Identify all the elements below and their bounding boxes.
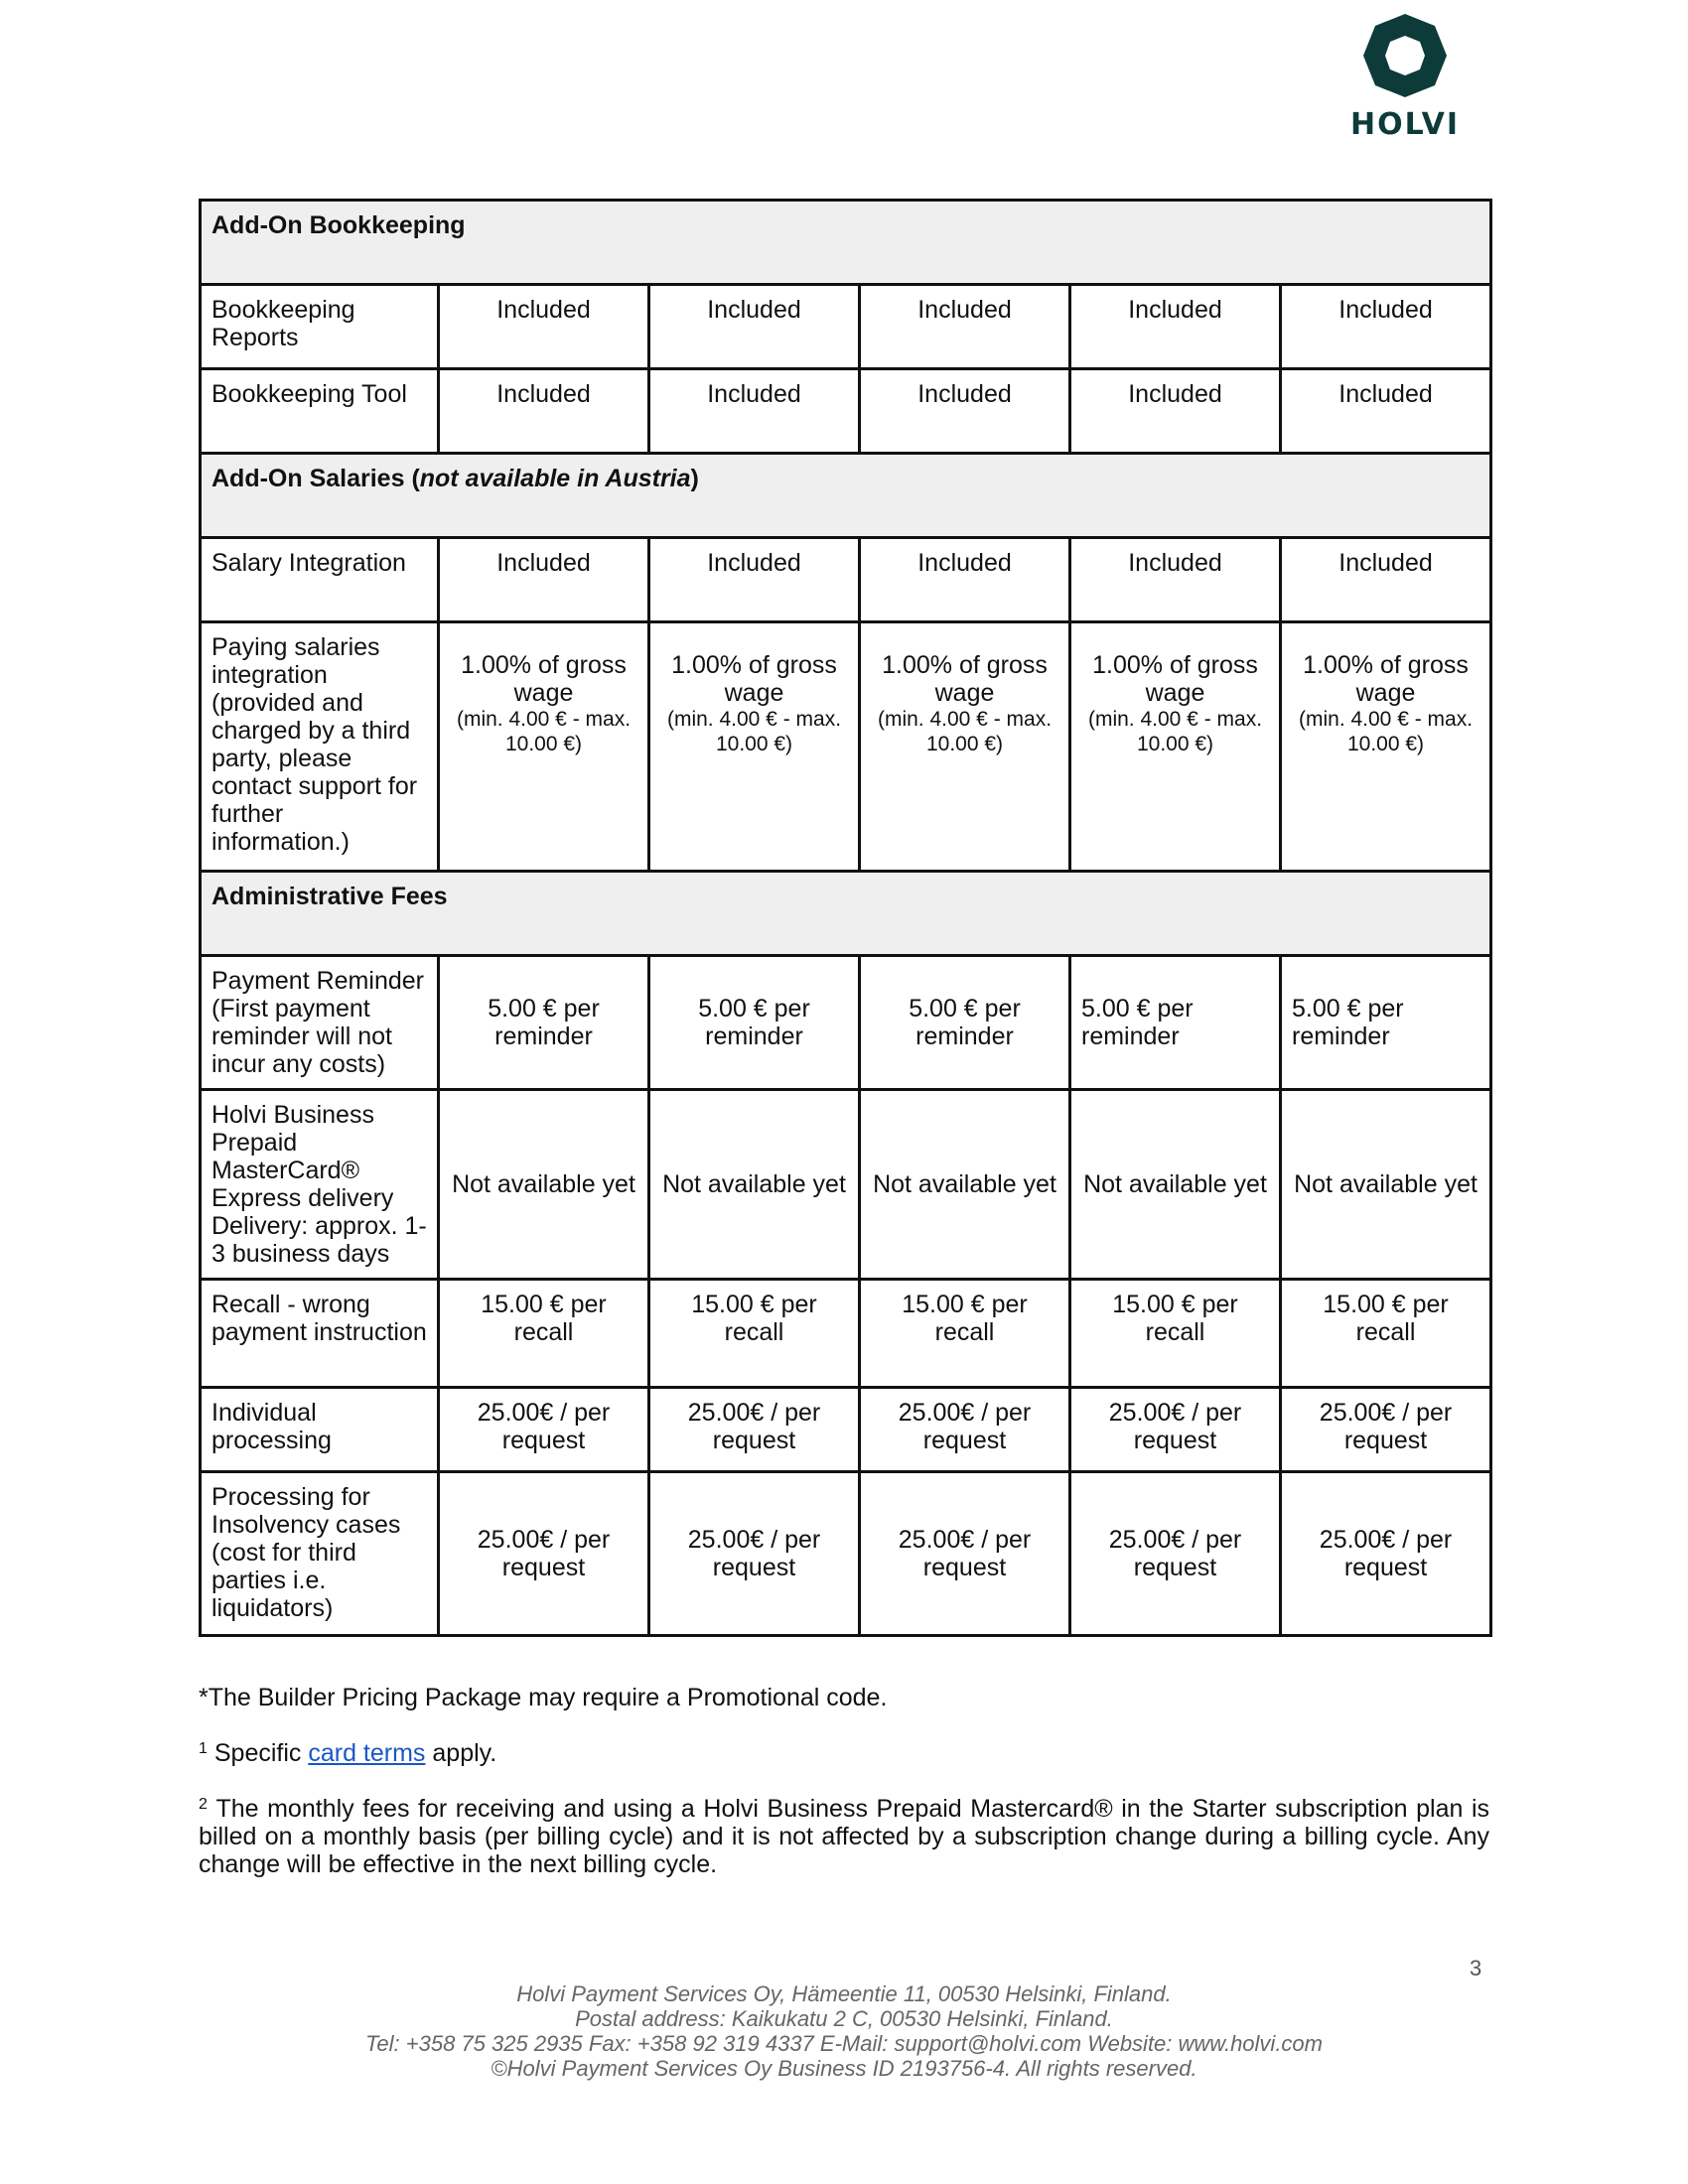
- table-cell: Included: [649, 369, 860, 454]
- table-cell: [439, 622, 649, 872]
- table-row: [201, 369, 1491, 454]
- cell-main: 1.00% of gross wage: [461, 651, 627, 707]
- footnote-2: [199, 1795, 1489, 1878]
- table-cell: Included: [1070, 285, 1281, 369]
- holvi-logo-icon: [1359, 10, 1451, 101]
- table-cell: 25.00€ / per request: [649, 1472, 860, 1636]
- cell-sub: (min. 4.00 € - max. 10.00 €): [456, 708, 632, 755]
- table-cell: 5.00 € per reminder: [439, 956, 649, 1090]
- holvi-logo: [1340, 10, 1470, 159]
- table-cell: Included: [1070, 538, 1281, 622]
- section-header-admin-fees: [201, 872, 1491, 956]
- table-cell: [1070, 622, 1281, 872]
- row-label: Bookkeeping Reports: [201, 285, 439, 369]
- row-label: Salary Integration: [201, 538, 439, 622]
- table-row: [201, 1472, 1491, 1636]
- table-cell: 25.00€ / per request: [649, 1388, 860, 1472]
- table-cell: Not available yet: [439, 1090, 649, 1280]
- table-row: [201, 1090, 1491, 1280]
- table-cell: Included: [1070, 369, 1281, 454]
- table-cell: 25.00€ / per request: [1281, 1472, 1491, 1636]
- table-cell: 25.00€ / per request: [860, 1472, 1070, 1636]
- cell-main: 1.00% of gross wage: [1303, 651, 1469, 707]
- table-cell: Included: [860, 369, 1070, 454]
- table-cell: 25.00€ / per request: [1281, 1388, 1491, 1472]
- table-cell: 5.00 € per reminder: [860, 956, 1070, 1090]
- row-label: Bookkeeping Tool: [201, 369, 439, 454]
- table-cell: 15.00 € per recall: [1281, 1280, 1491, 1388]
- table-cell: 25.00€ / per request: [439, 1472, 649, 1636]
- footer-contact: Tel: +358 75 325 2935 Fax: +358 92 319 4337 E-Mail: support@holvi.com Website: www.holvi.com: [365, 2031, 1323, 2056]
- cell-sub: (min. 4.00 € - max. 10.00 €): [877, 708, 1053, 755]
- cell-main: 1.00% of gross wage: [882, 651, 1048, 707]
- table-cell: Included: [439, 285, 649, 369]
- page-number: 3: [1470, 1956, 1482, 1980]
- builder-note: *The Builder Pricing Package may require a Promotional code.: [199, 1684, 888, 1711]
- table-cell: Not available yet: [1070, 1090, 1281, 1280]
- table-cell: Not available yet: [860, 1090, 1070, 1280]
- section-title-end: ): [690, 465, 699, 492]
- cell-main: 1.00% of gross wage: [1092, 651, 1258, 707]
- table-row: [201, 622, 1491, 872]
- table-cell: Included: [1281, 369, 1491, 454]
- table-cell: 25.00€ / per request: [1070, 1472, 1281, 1636]
- section-title: Administrative Fees: [201, 872, 1491, 956]
- table-cell: 25.00€ / per request: [1070, 1388, 1281, 1472]
- card-terms-link[interactable]: card terms: [308, 1739, 426, 1767]
- footer-postal: Postal address: Kaikukatu 2 C, 00530 Helsinki, Finland.: [575, 2006, 1113, 2031]
- footnote-1-marker: 1: [199, 1740, 208, 1757]
- section-title: Add-On Bookkeeping: [201, 201, 1491, 285]
- table-cell: Not available yet: [1281, 1090, 1491, 1280]
- cell-sub: (min. 4.00 € - max. 10.00 €): [1087, 708, 1263, 755]
- table-cell: Included: [439, 369, 649, 454]
- section-title: [201, 454, 1491, 538]
- holvi-logo-text: HOLVI: [1350, 107, 1460, 142]
- table-cell: 5.00 € per reminder: [1281, 956, 1491, 1090]
- row-label: Processing for Insolvency cases (cost for third parties i.e. liquidators): [201, 1472, 439, 1636]
- section-header-salaries: [201, 454, 1491, 538]
- table-cell: Included: [649, 285, 860, 369]
- footnote-2-text: The monthly fees for receiving and using a Holvi Business Prepaid Mastercard® in the Starter subscription plan is billed on a monthly basis (per billing cycle) and it is not affected by a subscription change during a billing cycle. Any change will be effective in the next billing cycle.: [199, 1795, 1489, 1878]
- table-cell: 15.00 € per recall: [1070, 1280, 1281, 1388]
- table-cell: 25.00€ / per request: [439, 1388, 649, 1472]
- section-header-bookkeeping: [201, 201, 1491, 285]
- row-label: Holvi Business Prepaid MasterCard® Express delivery Delivery: approx. 1-3 business days: [201, 1090, 439, 1280]
- cell-sub: (min. 4.00 € - max. 10.00 €): [666, 708, 842, 755]
- row-label: Payment Reminder (First payment reminder will not incur any costs): [201, 956, 439, 1090]
- row-label: Paying salaries integration (provided and charged by a third party, please contact support for further information.): [201, 622, 439, 872]
- footnote-2-marker: 2: [199, 1796, 208, 1813]
- table-cell: Included: [860, 538, 1070, 622]
- footnotes: [199, 1684, 1489, 1906]
- table-row: [201, 1388, 1491, 1472]
- table-cell: Not available yet: [649, 1090, 860, 1280]
- row-label: Individual processing: [201, 1388, 439, 1472]
- table-cell: 15.00 € per recall: [439, 1280, 649, 1388]
- table-row: [201, 1280, 1491, 1388]
- table-cell: Included: [439, 538, 649, 622]
- cell-sub: (min. 4.00 € - max. 10.00 €): [1298, 708, 1474, 755]
- page-footer: [199, 1981, 1489, 2081]
- fees-table: [199, 199, 1492, 1637]
- table-row: [201, 956, 1491, 1090]
- section-title-note: not available in Austria: [419, 465, 691, 492]
- table-cell: 15.00 € per recall: [860, 1280, 1070, 1388]
- footer-address: Holvi Payment Services Oy, Hämeentie 11, 00530 Helsinki, Finland.: [516, 1981, 1172, 2006]
- footnote-1-prefix: Specific: [213, 1739, 309, 1767]
- table-cell: 5.00 € per reminder: [649, 956, 860, 1090]
- table-cell: 15.00 € per recall: [649, 1280, 860, 1388]
- table-cell: 5.00 € per reminder: [1070, 956, 1281, 1090]
- table-cell: Included: [1281, 285, 1491, 369]
- section-title-main: Add-On Salaries (: [211, 465, 420, 492]
- cell-main: 1.00% of gross wage: [671, 651, 837, 707]
- table-cell: Included: [1281, 538, 1491, 622]
- table-cell: [1281, 622, 1491, 872]
- footnote-1: [199, 1739, 1489, 1767]
- row-label: Recall - wrong payment instruction: [201, 1280, 439, 1388]
- table-cell: Included: [649, 538, 860, 622]
- table-row: [201, 538, 1491, 622]
- table-cell: Included: [860, 285, 1070, 369]
- table-cell: [649, 622, 860, 872]
- table-row: [201, 285, 1491, 369]
- table-cell: 25.00€ / per request: [860, 1388, 1070, 1472]
- footnote-1-suffix: apply.: [425, 1739, 497, 1767]
- footer-copyright: ©Holvi Payment Services Oy Business ID 2193756-4. All rights reserved.: [491, 2056, 1197, 2081]
- table-cell: [860, 622, 1070, 872]
